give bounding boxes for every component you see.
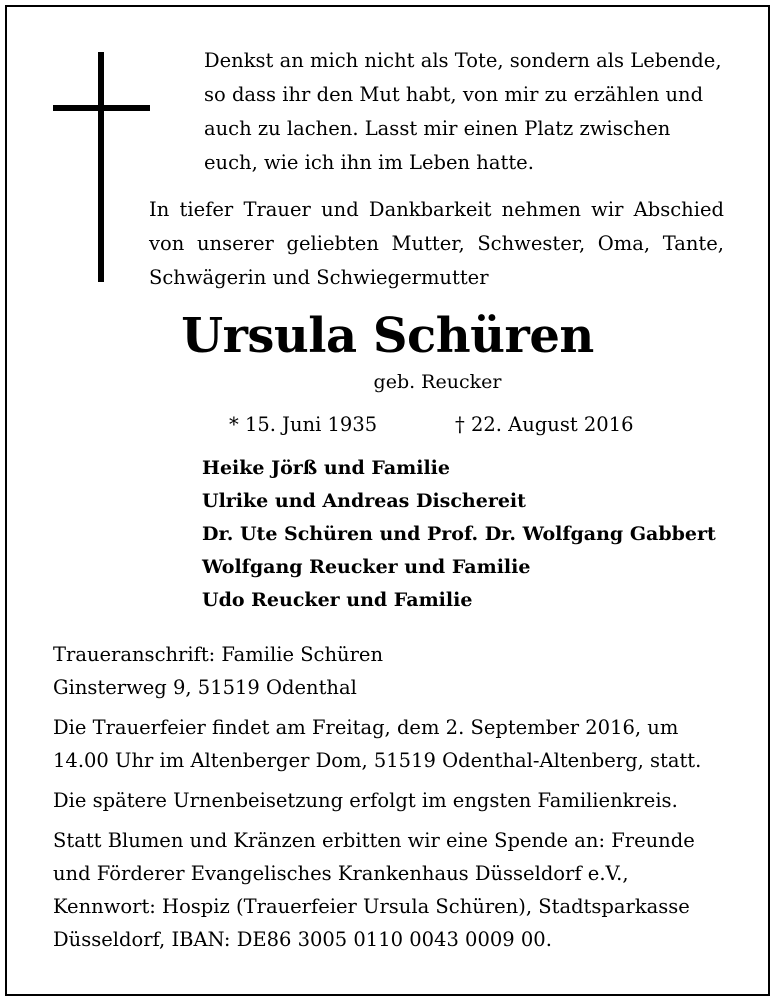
urn-burial-line: Die spätere Urnenbeisetzung erfolgt im engsten Familienkreis. <box>53 789 678 812</box>
maiden-name: geb. Reucker <box>373 371 502 393</box>
intro-line: Schwägerin und Schwiegermutter <box>149 266 489 289</box>
mourner: Heike Jörß und Familie <box>202 457 450 479</box>
donation-line: und Förderer Evangelisches Krankenhaus Düsseldorf e.V., <box>53 862 629 885</box>
donation-line: Statt Blumen und Kränzen erbitten wir eine Spende an: Freunde <box>53 829 695 852</box>
mourner: Ulrike und Andreas Dischereit <box>202 490 526 512</box>
verse-line: Denkst an mich nicht als Tote, sondern als Lebende, <box>204 49 722 72</box>
address-line: Traueranschrift: Familie Schüren <box>53 643 384 666</box>
mourner: Udo Reucker und Familie <box>202 589 473 611</box>
deceased-name: Ursula Schüren <box>181 308 594 364</box>
funeral-information <box>53 638 733 956</box>
mourners-list <box>202 452 716 617</box>
donation-line: Kennwort: Hospiz (Trauerfeier Ursula Schüren), Stadtsparkasse <box>53 895 690 918</box>
verse-line: auch zu lachen. Lasst mir einen Platz zwischen <box>204 117 671 140</box>
farewell-intro <box>149 193 724 295</box>
donation-line: Düsseldorf, IBAN: DE86 3005 0110 0043 0009 00. <box>53 928 552 951</box>
cross-horizontal-bar <box>53 105 150 111</box>
memorial-verse <box>204 44 722 180</box>
intro-line: In tiefer Trauer und Dankbarkeit nehmen wir Abschied <box>149 198 724 221</box>
intro-line: von unserer geliebten Mutter, Schwester, Oma, Tante, <box>149 232 724 255</box>
verse-line: euch, wie ich ihn im Leben hatte. <box>204 151 534 174</box>
birth-date: * 15. Juni 1935 <box>229 413 378 436</box>
address-line: Ginsterweg 9, 51519 Odenthal <box>53 676 357 699</box>
ceremony-line: Die Trauerfeier findet am Freitag, dem 2. September 2016, um <box>53 716 679 739</box>
mourner: Dr. Ute Schüren und Prof. Dr. Wolfgang Gabbert <box>202 523 716 545</box>
verse-line: so dass ihr den Mut habt, von mir zu erzählen und <box>204 83 704 106</box>
cross-vertical-bar <box>98 52 104 282</box>
mourner: Wolfgang Reucker und Familie <box>202 556 531 578</box>
death-date: † 22. August 2016 <box>455 413 634 436</box>
ceremony-line: 14.00 Uhr im Altenberger Dom, 51519 Odenthal-Altenberg, statt. <box>53 749 702 772</box>
